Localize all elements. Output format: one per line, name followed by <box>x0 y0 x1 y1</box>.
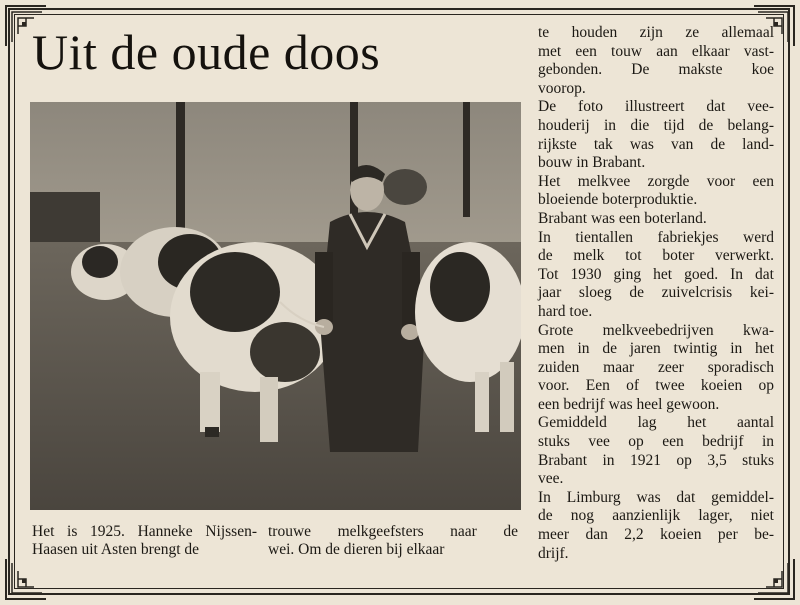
corner-ornament-icon <box>4 557 48 601</box>
photo-woman-with-cows-icon <box>30 102 521 510</box>
body-line: De foto illustreert dat vee- <box>538 98 774 116</box>
historic-photo <box>30 102 521 510</box>
article-body-column <box>538 24 774 563</box>
body-line: In Limburg was dat gemiddel- <box>538 488 774 506</box>
body-line: gebonden. De makste koe <box>538 61 774 79</box>
body-line: Brabant in 1921 op 3,5 stuks <box>538 451 774 469</box>
body-line: Brabant was een boterland. <box>538 209 707 227</box>
body-line: men in de jaren twintig in het <box>538 340 774 358</box>
body-line: hard toe. <box>538 302 593 320</box>
body-line: vee. <box>538 470 564 488</box>
body-line: rijkste tak was van de land- <box>538 135 774 153</box>
corner-ornament-icon <box>752 557 796 601</box>
photo-caption-right <box>268 523 518 559</box>
body-line: stuks vee op een bedrijf in <box>538 433 774 451</box>
body-line: Tot 1930 ging het goed. In dat <box>538 265 774 283</box>
body-line: drijf. <box>538 544 569 562</box>
body-line: voor. Een of twee koeien op <box>538 377 774 395</box>
body-line: een bedrijf was heel gewoon. <box>538 395 720 413</box>
body-line: In tientallen fabriekjes werd <box>538 228 774 246</box>
body-line: de melk tot boter verwerkt. <box>538 247 774 265</box>
body-line: jaar sloeg de zuivelcrisis kei- <box>538 284 774 302</box>
body-line: Gemiddeld lag het aantal <box>538 414 774 432</box>
caption-line: wei. Om de dieren bij elkaar <box>268 541 445 558</box>
body-line: Grote melkveebedrijven kwa- <box>538 321 774 339</box>
body-line: Het melkvee zorgde voor een <box>538 172 774 190</box>
caption-line: trouwe melkgeefsters naar de <box>268 523 518 540</box>
photo-caption-left <box>32 523 257 559</box>
body-line: houderij in die tijd de belang- <box>538 116 774 134</box>
body-line: bouw in Brabant. <box>538 154 646 172</box>
body-line: meer dan 2,2 koeien per be- <box>538 526 774 544</box>
headline: Uit de oude doos <box>32 24 381 80</box>
caption-line: Het is 1925. Hanneke Nijssen- <box>32 523 257 540</box>
body-line: bloeiende boterproduktie. <box>538 191 698 209</box>
body-line: met een touw aan elkaar vast- <box>538 42 774 60</box>
body-line: de nog aanzienlijk lager, niet <box>538 507 774 525</box>
body-line: te houden zijn ze allemaal <box>538 24 774 41</box>
caption-line: Haasen uit Asten brengt de <box>32 541 200 558</box>
body-line: zuiden maar zeer sporadisch <box>538 358 774 376</box>
body-line: voorop. <box>538 79 586 97</box>
